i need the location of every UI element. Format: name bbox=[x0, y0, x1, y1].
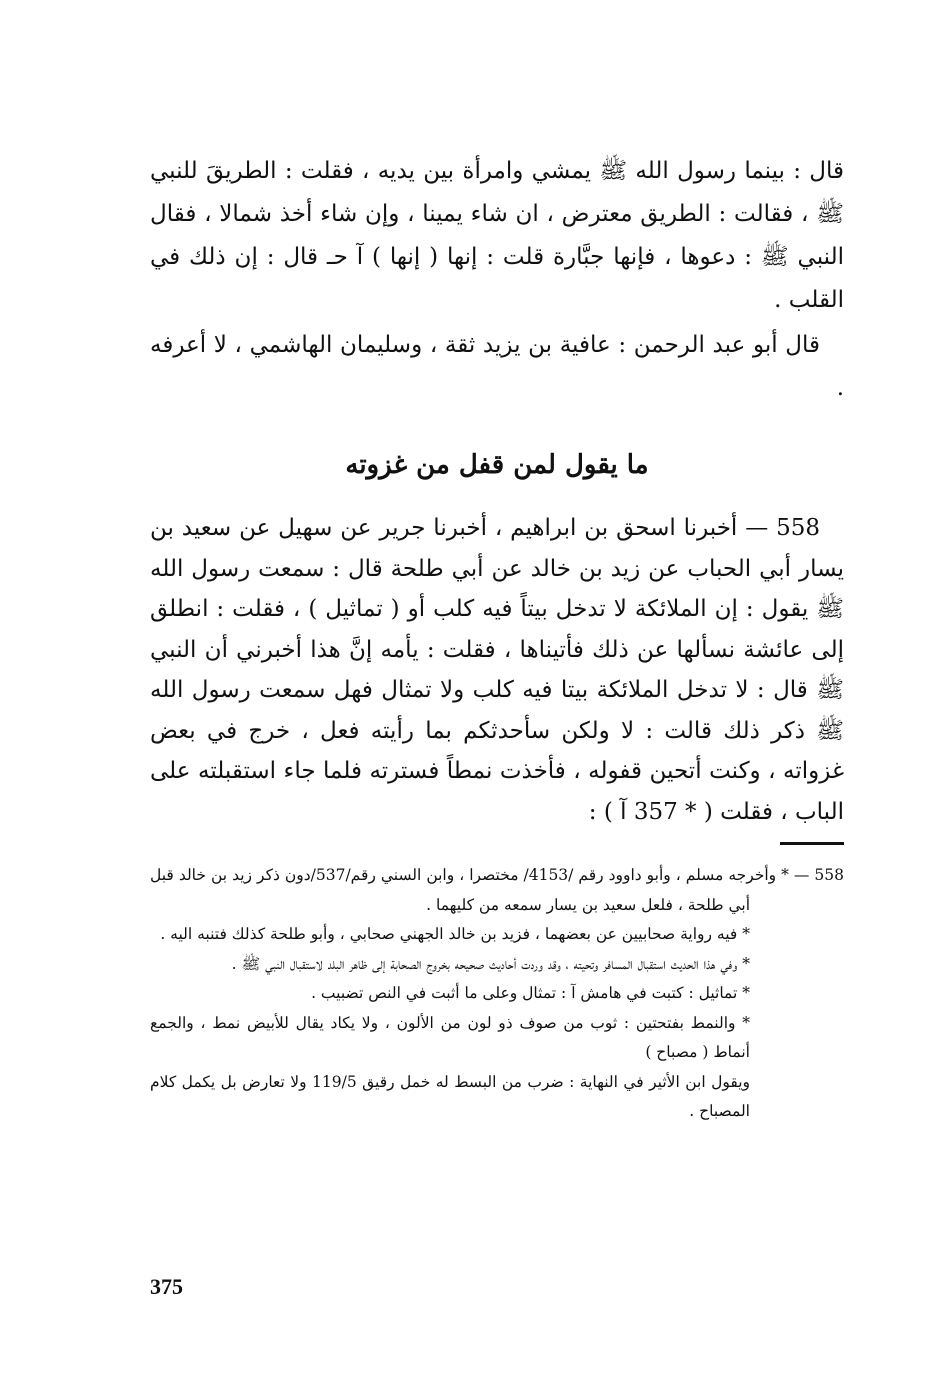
footnote-item: ويقول ابن الأثير في النهاية : ضرب من البسط له خمل رقيق 119/5 ولا تعارض بل يكمل كلام المصباح . bbox=[150, 1072, 750, 1120]
paragraph-narration: قال : بينما رسول الله ﷺ يمشي وامرأة بين يديه ، فقلت : الطريقَ للنبي ﷺ ، فقالت : الطريق معترض ، ان شاء يمينا ، وإن شاء أخذ شمالا ، فقال النبي ﷺ : دعوها ، فإنها جبَّارة قلت : إنها ( إنها ) آ حـ قال : إن ذلك في القلب . bbox=[150, 158, 844, 313]
paragraph-comment: قال أبو عبد الرحمن : عافية بن يزيد ثقة ، وسليمان الهاشمي ، لا أعرفه . bbox=[150, 332, 844, 401]
footnotes bbox=[150, 861, 844, 1127]
footnote-item: 558 — * وأخرجه مسلم ، وأبو داوود رقم /4153/ مختصرا ، وابن السني رقم/537/دون ذكر زيد بن خالد قبل أبي طلحة ، فلعل سعيد بن يسار سمعه من كليهما . bbox=[150, 866, 844, 914]
footnote-item: * تماثيل : كتبت في هامش آ : تمثال وعلى ما أثبت في النص تضبيب . bbox=[311, 984, 750, 1002]
footnote-item: * وفي هذا الحديث استقبال المسافر وتحيته ، وقد وردت أحاديث صحيحه بخروج الصحابة إلى ظاهر البلد لاستقبال النبي ﷺ . bbox=[231, 954, 750, 973]
section-heading: ما يقول لمن قفل من غزوته bbox=[345, 450, 649, 480]
page-number: 375 bbox=[150, 1274, 183, 1299]
hadith-text: 558 — أخبرنا اسحق بن ابراهيم ، أخبرنا جرير عن سهيل عن سعيد بن يسار أبي الحباب عن زيد بن خالد عن أبي طلحة قال : سمعت رسول الله ﷺ يقول : إن الملائكة لا تدخل بيتاً فيه كلب أو ( تماثيل ) ، فقلت : انطلق إلى عائشة نسألها عن ذلك فأتيناها ، فقلت : يأمه إنَّ هذا أخبرني أن النبي ﷺ قال : لا تدخل الملائكة بيتا فيه كلب ولا تمثال فهل سمعت رسول الله ﷺ ذكر ذلك قالت : لا ولكن سأحدثكم بما رأيته فعل ، خرج في بعض غزواته ، وكنت أتحين قفوله ، فأخذت نمطاً فسترته فلما جاء استقبلته على الباب ، فقلت ( * 357 آ ) : bbox=[150, 515, 844, 825]
footnote-item: * والنمط بفتحتين : ثوب من صوف ذو لون من الألون ، ولا يكاد يقال للأبيض نمط ، والجمع أنماط ( مصباح ) bbox=[150, 1013, 750, 1061]
footnote-item: * فيه رواية صحابيين عن بعضهما ، فزيد بن خالد الجهني صحابي ، وأبو طلحة كذلك فتنبه اليه . bbox=[160, 925, 750, 943]
page-content bbox=[150, 150, 844, 1127]
footnote-divider bbox=[780, 842, 844, 845]
